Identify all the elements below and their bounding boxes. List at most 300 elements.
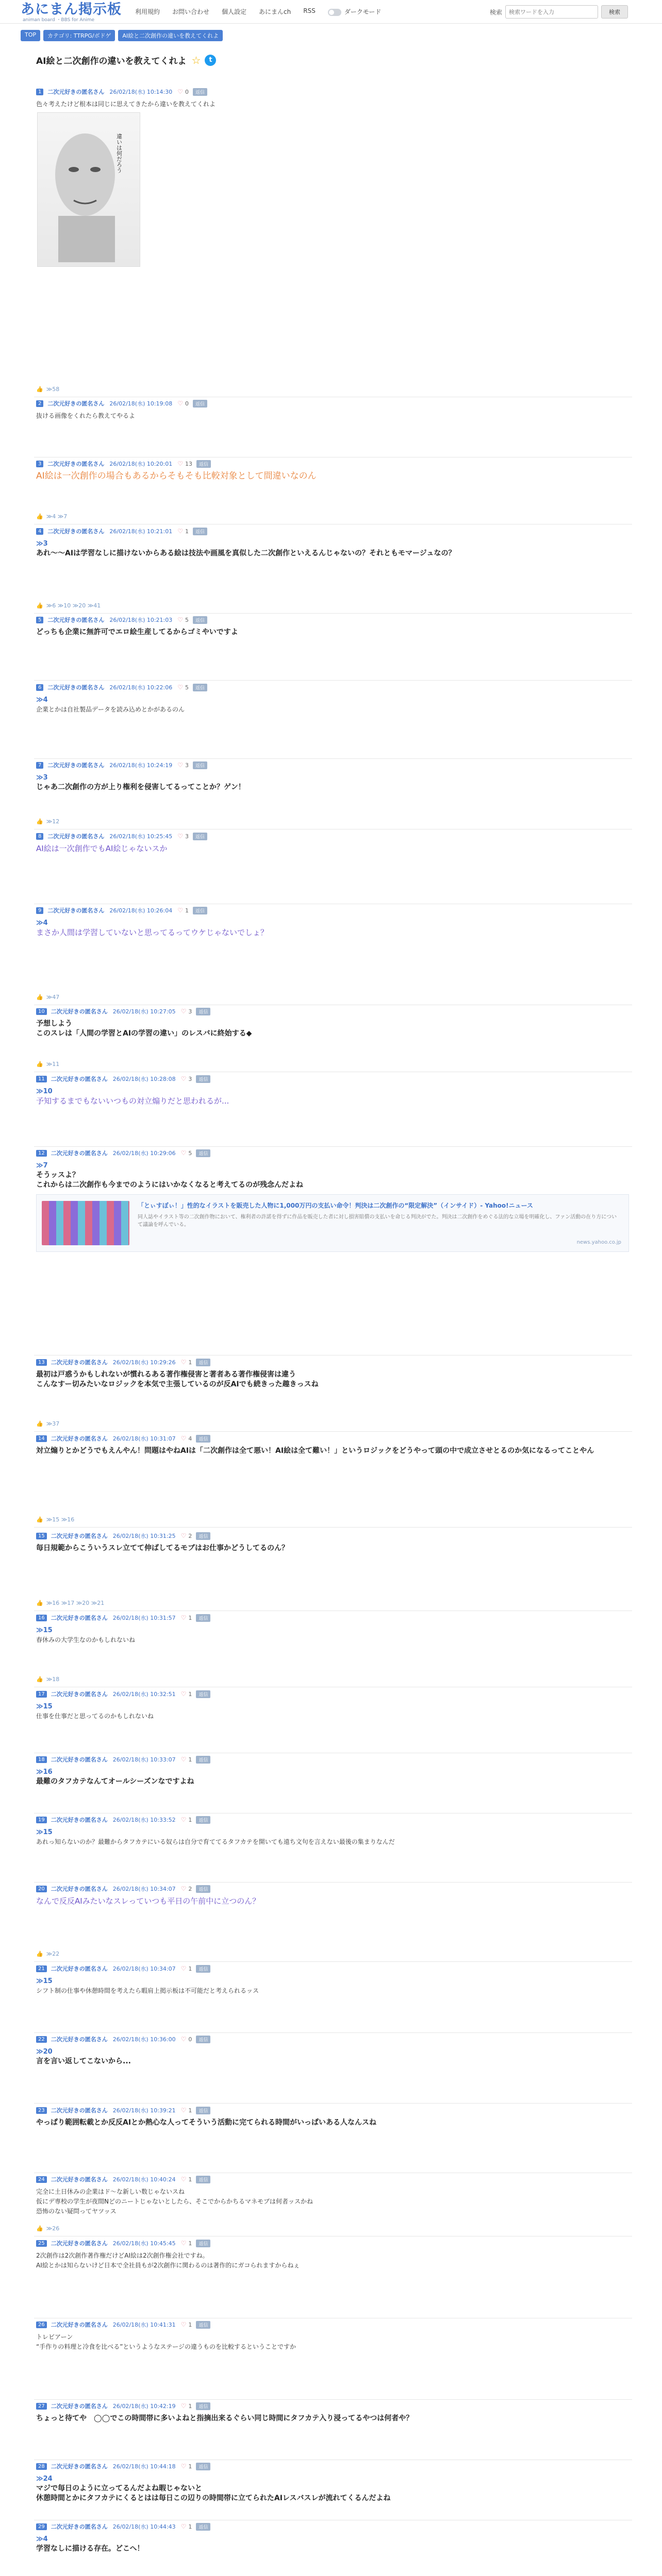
post-text: まさか人間は学習していないと思ってるってウケじゃないでしょ？ (36, 928, 269, 937)
reply-links[interactable]: ≫58 (46, 386, 60, 393)
post-body (34, 1158, 632, 1252)
heart-icon[interactable]: ♡ (180, 2321, 187, 2328)
thumbs-up-icon[interactable]: 👍 (36, 2225, 43, 2232)
reply-anchor-link[interactable]: ≫10 (36, 1088, 53, 1095)
reply-button[interactable]: 返信 (196, 1532, 210, 1540)
post-body (34, 1540, 632, 1553)
reply-button[interactable]: 返信 (196, 1359, 210, 1366)
post-author: 二次元好きの匿名さん (51, 2523, 108, 2530)
like-count: 3 (188, 1075, 192, 1082)
post-number[interactable]: 17 (36, 1691, 47, 1698)
post-date: 26/02/18(水) 10:44:43 (112, 2523, 176, 2530)
reply-button[interactable]: 返信 (196, 1816, 210, 1824)
post-number[interactable]: 8 (36, 833, 43, 840)
post-date: 26/02/18(水) 10:45:45 (112, 2240, 176, 2247)
post-header (34, 2239, 632, 2248)
post-text: 仮にデ専校の学生が夜間Nどのニートじゃないとしたら、そこでからかちるマネモブは何者ッスかね (36, 2198, 313, 2205)
post-body (34, 1367, 632, 1389)
post-text: そうッスよ？ (36, 1171, 79, 1179)
post-number[interactable]: 12 (36, 1150, 47, 1157)
post-item (34, 459, 632, 524)
reply-button[interactable]: 返信 (196, 2107, 210, 2114)
post-number[interactable]: 14 (36, 1435, 47, 1442)
thumbs-up-icon[interactable]: 👍 (36, 1061, 43, 1067)
heart-icon[interactable]: ♡ (177, 833, 184, 840)
post-item (34, 1689, 632, 1753)
reply-anchor-link[interactable]: ≫16 (36, 1768, 53, 1776)
thumbs-up-icon[interactable]: 👍 (36, 1420, 43, 1427)
post-text: やっぱり範囲転載とか反反AIとか熱心な人ってそういう活動に完てられる時間がいっぱいある人なんスね (36, 2119, 377, 2127)
heart-icon[interactable]: ♡ (177, 907, 184, 914)
post-author: 二次元好きの匿名さん (51, 1076, 108, 1082)
post-text: このスレは「人間の学習とAIの学習の違い」のレスバに終始する◆ (36, 1029, 252, 1038)
post-date: 26/02/18(水) 10:34:07 (112, 1965, 176, 1972)
reply-links[interactable]: ≫37 (46, 1420, 60, 1427)
like-count: 1 (188, 2107, 192, 2114)
post-text: シフト制の仕事や休憩時間を考えたら暇肩上掲示板は不可能だと考えられるッス (36, 1987, 259, 1994)
breadcrumb (21, 30, 223, 41)
search-button[interactable]: 検索 (601, 5, 628, 19)
reply-anchor-link[interactable]: ≫24 (36, 2475, 53, 2483)
twitter-share-icon[interactable]: t (205, 55, 216, 66)
reply-button[interactable]: 返信 (196, 1149, 210, 1157)
reply-button[interactable]: 返信 (196, 1075, 210, 1083)
post-text: 休憩時間とかにタフカテにくるとはは毎日この辺りの時間帯に立てられたAIレスバスレが流れてくるんだよね (36, 2494, 391, 2502)
post-body (34, 1893, 632, 1906)
like-count: 1 (188, 2402, 192, 2410)
nav-terms[interactable]: 利用規約 (135, 8, 160, 15)
heart-icon[interactable]: ♡ (180, 2402, 187, 2410)
like-count: 1 (188, 2176, 192, 2183)
reply-button[interactable]: 返信 (193, 684, 207, 691)
thumbs-up-icon[interactable]: 👍 (36, 513, 43, 520)
reply-button[interactable]: 返信 (196, 2176, 210, 2183)
post-number[interactable]: 5 (36, 617, 43, 623)
post-number[interactable]: 9 (36, 907, 43, 914)
post-body (34, 1764, 632, 1787)
post-replies (36, 818, 59, 825)
post-replies (36, 1600, 104, 1606)
reply-links[interactable]: ≫47 (46, 994, 60, 1001)
post-date: 26/02/18(水) 10:22:06 (109, 684, 173, 691)
reply-anchor-link[interactable]: ≫4 (36, 2535, 48, 2543)
post-number[interactable]: 29 (36, 2523, 47, 2530)
heart-icon[interactable]: ♡ (180, 1008, 187, 1015)
dark-mode-label: ダークモード (344, 8, 382, 15)
thumbs-up-icon[interactable]: 👍 (36, 1676, 43, 1683)
like-count: 1 (188, 1965, 192, 1972)
post-number[interactable]: 20 (36, 1886, 47, 1892)
reply-button[interactable]: 返信 (193, 833, 207, 840)
post-replies (36, 2225, 59, 2232)
post-author: 二次元好きの匿名さん (47, 762, 105, 769)
post-header (34, 1358, 632, 1367)
post-header (34, 2106, 632, 2115)
post-number[interactable]: 19 (36, 1817, 47, 1823)
reply-button[interactable]: 返信 (196, 460, 211, 468)
post-header (34, 2320, 632, 2329)
post-text: 色々考えたけど根本は同じに思えてきたから違いを教えてくれよ (36, 100, 216, 108)
post-date: 26/02/18(水) 10:40:24 (112, 2176, 176, 2183)
heart-icon[interactable]: ♡ (180, 1614, 187, 1621)
post-number[interactable]: 16 (36, 1615, 47, 1621)
like-count: 4 (188, 1435, 192, 1442)
post-text: “手作りの料理と冷食を比べる”というようなステージの違うものを比較するということですか (36, 2343, 296, 2350)
reply-anchor-link[interactable]: ≫7 (36, 1162, 48, 1170)
thumbs-up-icon[interactable]: 👍 (36, 818, 43, 825)
reply-anchor-link[interactable]: ≫15 (36, 1828, 53, 1836)
post-replies (36, 386, 59, 393)
reply-button[interactable]: 返信 (193, 761, 207, 769)
post-text: 学習なしに描ける存在。どこへ！ (36, 2545, 144, 2553)
heart-icon[interactable]: ♡ (180, 1965, 187, 1972)
post-header (34, 399, 632, 408)
post-header (34, 1148, 632, 1158)
post-header (34, 1613, 632, 1622)
post-body (34, 1824, 632, 1847)
post-item (34, 2175, 632, 2236)
nav-contact[interactable]: お問い合わせ (172, 8, 210, 15)
heart-icon[interactable]: ♡ (180, 1690, 187, 1698)
reply-button[interactable]: 返信 (196, 2321, 210, 2329)
post-number[interactable]: 25 (36, 2240, 47, 2247)
post-replies (36, 1420, 59, 1427)
like-count: 1 (188, 2240, 192, 2247)
post-item (34, 906, 632, 1005)
reply-button[interactable]: 返信 (196, 1885, 210, 1893)
heart-icon[interactable]: ♡ (177, 88, 184, 95)
post-body (34, 536, 632, 558)
post-header (34, 906, 632, 915)
heart-icon[interactable]: ♡ (177, 400, 184, 407)
reply-anchor-link[interactable]: ≫15 (36, 1626, 53, 1634)
heart-icon[interactable]: ♡ (177, 761, 184, 769)
post-text: 恐怖のない疑問ってヤツッス (36, 2208, 117, 2215)
reply-button[interactable]: 返信 (196, 1690, 210, 1698)
post-item (34, 1358, 632, 1432)
post-author: 二次元好きの匿名さん (51, 2321, 108, 2328)
thread-title-row (36, 54, 216, 66)
heart-icon[interactable]: ♡ (180, 1532, 187, 1539)
heart-icon[interactable]: ♡ (180, 1756, 187, 1763)
reply-button[interactable]: 返信 (196, 2240, 210, 2247)
heart-icon[interactable]: ♡ (180, 2036, 187, 2043)
favorite-star-icon[interactable]: ☆ (191, 54, 201, 66)
post-author: 二次元好きの匿名さん (47, 461, 105, 467)
post-body (34, 2411, 632, 2424)
heart-icon[interactable]: ♡ (177, 684, 184, 691)
post-author: 二次元好きの匿名さん (51, 2176, 108, 2183)
thumbs-up-icon[interactable]: 👍 (36, 1516, 43, 1523)
post-item (34, 2522, 632, 2576)
post-item (34, 527, 632, 614)
post-author: 二次元好きの匿名さん (51, 1817, 108, 1823)
link-description: 同人誌やイラスト等の二次創作物において、権利者の許諾を得ずに作品を販売した者に対し損害賠償の支払いを命じる判決がでた。判決は二次創作をめぐる法的な立場を明確化し、ファン活動の在り方について議論を呼んでいる。 (138, 1214, 617, 1228)
link-preview-card[interactable] (36, 1194, 629, 1252)
reply-button[interactable]: 返信 (196, 1008, 210, 1015)
post-date: 26/02/18(水) 10:14:30 (109, 89, 173, 95)
like-count: 3 (185, 833, 189, 840)
heart-icon[interactable]: ♡ (180, 1149, 187, 1157)
post-text: 予想しよう (36, 1020, 72, 1028)
reply-links[interactable]: ≫15 ≫16 (46, 1516, 75, 1523)
post-author: 二次元好きの匿名さん (51, 2036, 108, 2043)
post-number[interactable]: 7 (36, 762, 43, 769)
post-author: 二次元好きの匿名さん (47, 400, 105, 407)
post-item (34, 1074, 632, 1147)
post-number[interactable]: 1 (36, 89, 43, 95)
like-count: 1 (185, 528, 189, 535)
post-date: 26/02/18(水) 10:31:25 (112, 1533, 176, 1539)
post-date: 26/02/18(水) 10:33:07 (112, 1756, 176, 1763)
heart-icon[interactable]: ♡ (180, 2523, 187, 2530)
post-header (34, 527, 632, 536)
nav-animanch[interactable]: あにまんch (259, 8, 291, 15)
heart-icon[interactable]: ♡ (180, 2107, 187, 2114)
post-author: 二次元好きの匿名さん (51, 2463, 108, 2470)
post-text: こんなすー切みたいなロジックを本気で主張しているのが反AIでも続きった趣きっスね (36, 1380, 319, 1388)
reply-links[interactable]: ≫4 ≫7 (46, 513, 68, 520)
reply-button[interactable]: 返信 (193, 616, 207, 624)
reply-button[interactable]: 返信 (196, 2523, 210, 2531)
post-text: 完全に土日休みの企業はド〜な新しい数じゃないスね (36, 2188, 185, 2195)
reply-button[interactable]: 返信 (196, 2463, 210, 2470)
post-item (34, 832, 632, 904)
svg-text:違いは何だろう: 違いは何だろう (115, 133, 123, 173)
reply-button[interactable]: 返信 (196, 1435, 210, 1443)
heart-icon[interactable]: ♡ (177, 460, 184, 467)
post-replies (36, 1061, 59, 1067)
post-number[interactable]: 3 (36, 461, 43, 467)
post-header (34, 2175, 632, 2184)
post-text: じゃあ二次創作の方が上り権利を侵害してるってことか？ゲン！ (36, 783, 245, 791)
post-number[interactable]: 13 (36, 1359, 47, 1366)
post-author: 二次元好きの匿名さん (51, 2107, 108, 2114)
reply-button[interactable]: 返信 (196, 1614, 210, 1622)
post-body (34, 2531, 632, 2554)
post-item (34, 1613, 632, 1687)
post-date: 26/02/18(水) 10:42:19 (112, 2403, 176, 2410)
post-body (34, 468, 632, 481)
post-number[interactable]: 27 (36, 2403, 47, 2410)
post-text: AI絵は一次創作でもAI絵じゃないスか (36, 844, 168, 853)
reply-anchor-link[interactable]: ≫3 (36, 774, 48, 782)
thumbs-up-icon[interactable]: 👍 (36, 1951, 43, 1957)
post-author: 二次元好きの匿名さん (51, 2240, 108, 2247)
like-count: 5 (188, 1149, 192, 1157)
thumbs-up-icon[interactable]: 👍 (36, 1600, 43, 1606)
post-date: 26/02/18(水) 10:19:08 (109, 400, 173, 407)
post-date: 26/02/18(水) 10:28:08 (112, 1076, 176, 1082)
heart-icon[interactable]: ♡ (180, 1359, 187, 1366)
post-date: 26/02/18(水) 10:26:04 (109, 907, 173, 914)
post-author: 二次元好きの匿名さん (51, 1615, 108, 1621)
post-header (34, 1884, 632, 1893)
post-text: どっちも企業に無許可でエロ絵生産してるからゴミやいですよ (36, 628, 238, 636)
thumbs-up-icon[interactable]: 👍 (36, 994, 43, 1001)
post-author: 二次元好きの匿名さん (51, 1756, 108, 1763)
like-count: 5 (185, 684, 189, 691)
post-text: 仕事を仕事だと思ってるのかもしれないね (36, 1713, 154, 1720)
like-count: 1 (188, 2463, 192, 2470)
post-author: 二次元好きの匿名さん (51, 2403, 108, 2410)
reply-button[interactable]: 返信 (196, 2036, 210, 2043)
reply-button[interactable]: 返信 (193, 400, 207, 408)
post-number[interactable]: 11 (36, 1076, 47, 1082)
like-count: 0 (188, 2036, 192, 2043)
post-number[interactable]: 10 (36, 1008, 47, 1015)
post-replies (36, 602, 101, 609)
reply-links[interactable]: ≫22 (46, 1951, 60, 1957)
reply-anchor-link[interactable]: ≫4 (36, 696, 48, 704)
post-item (34, 1884, 632, 1962)
reply-links[interactable]: ≫26 (46, 2225, 60, 2232)
post-item (34, 1007, 632, 1072)
post-header (34, 2462, 632, 2471)
reply-anchor-link[interactable]: ≫4 (36, 919, 48, 927)
post-number[interactable]: 4 (36, 528, 43, 535)
post-author: 二次元好きの匿名さん (47, 528, 105, 535)
post-date: 26/02/18(水) 10:32:51 (112, 1691, 176, 1698)
like-count: 2 (188, 1885, 192, 1892)
heart-icon[interactable]: ♡ (180, 1885, 187, 1892)
nav-rss[interactable]: RSS (303, 7, 316, 14)
post-number[interactable]: 22 (36, 2036, 47, 2043)
reply-links[interactable]: ≫6 ≫10 ≫20 ≫41 (46, 602, 101, 609)
post-author: 二次元好きの匿名さん (51, 1150, 108, 1157)
page-title: AI絵と二次創作の違いを教えてくれよ (36, 56, 187, 66)
like-count: 2 (188, 1532, 192, 1539)
post-number[interactable]: 26 (36, 2321, 47, 2328)
post-body (34, 624, 632, 637)
post-header (34, 832, 632, 841)
thumbs-up-icon[interactable]: 👍 (36, 386, 43, 393)
heart-icon[interactable]: ♡ (180, 1435, 187, 1442)
post-author: 二次元好きの匿名さん (47, 833, 105, 840)
nav-settings[interactable]: 個人設定 (222, 8, 247, 15)
post-body (34, 1016, 632, 1039)
post-item (34, 760, 632, 829)
post-number[interactable]: 18 (36, 1756, 47, 1763)
post-date: 26/02/18(水) 10:21:01 (109, 528, 173, 535)
breadcrumb-thread[interactable]: AI絵と二次創作の違いを教えてくれよ (118, 30, 223, 41)
search-input[interactable] (505, 5, 598, 19)
heart-icon[interactable]: ♡ (177, 528, 184, 535)
heart-icon[interactable]: ♡ (180, 1075, 187, 1082)
post-text: AI絵とかは知らないけど日本で全社員もが2次創作に関わるのは著作的にガコられますからねぇ (36, 2262, 300, 2269)
post-text: 2次創作は2次創作著作権だけどAI絵は2次創作権会社ですね。 (36, 2252, 209, 2259)
post-author: 二次元好きの匿名さん (51, 1886, 108, 1892)
reply-links[interactable]: ≫18 (46, 1676, 60, 1683)
post-date: 26/02/18(水) 10:20:01 (109, 461, 173, 467)
post-header (34, 1815, 632, 1824)
heart-icon[interactable]: ♡ (180, 2240, 187, 2247)
post-date: 26/02/18(水) 10:41:31 (112, 2321, 176, 2328)
post-header (34, 2035, 632, 2044)
post-text: これからは二次創作も今までのようにはいかなくなると考えてるのが残念んだよね (36, 1181, 303, 1189)
reply-anchor-link[interactable]: ≫15 (36, 1977, 53, 1985)
post-number[interactable]: 24 (36, 2176, 47, 2183)
reply-button[interactable]: 返信 (193, 907, 207, 914)
reply-anchor-link[interactable]: ≫15 (36, 1703, 53, 1710)
reply-anchor-link[interactable]: ≫20 (36, 2048, 53, 2056)
post-header (34, 2522, 632, 2531)
search-label: 検索 (490, 8, 503, 16)
post-image[interactable] (37, 112, 140, 267)
post-number[interactable]: 21 (36, 1965, 47, 1972)
post-number[interactable]: 23 (36, 2107, 47, 2114)
post-author: 二次元好きの匿名さん (47, 684, 105, 691)
thumbs-up-icon[interactable]: 👍 (36, 602, 43, 609)
post-item (34, 1148, 632, 1355)
reply-button[interactable]: 返信 (193, 528, 207, 535)
post-item (34, 615, 632, 681)
reply-button[interactable]: 返信 (196, 1965, 210, 1973)
reply-links[interactable]: ≫16 ≫17 ≫20 ≫21 (46, 1600, 105, 1606)
post-body (34, 692, 632, 715)
post-body (34, 770, 632, 792)
post-body (34, 408, 632, 421)
post-body (34, 1699, 632, 1721)
reply-links[interactable]: ≫11 (46, 1061, 60, 1067)
like-count: 5 (185, 616, 189, 623)
post-header (34, 1531, 632, 1540)
like-count: 13 (185, 460, 193, 467)
post-header (34, 1964, 632, 1973)
post-header (34, 760, 632, 770)
breadcrumb-top[interactable]: TOP (21, 30, 40, 41)
heart-icon[interactable]: ♡ (180, 1816, 187, 1823)
heart-icon[interactable]: ♡ (180, 2463, 187, 2470)
post-item (34, 683, 632, 759)
reply-anchor-link[interactable]: ≫3 (36, 540, 48, 548)
link-title: 「とぃすぼぃ！」性的なイラストを販売した人物に1,000万円の支払い命令！判決は二次創作の“限定解決”（インサイド）- Yahoo!ニュース (138, 1202, 534, 1209)
post-header (34, 459, 632, 468)
post-header (34, 683, 632, 692)
post-item (34, 2462, 632, 2520)
post-text: 言を言い返してこないから... (36, 2057, 131, 2065)
reply-button[interactable]: 返信 (196, 1756, 210, 1764)
post-item (34, 2401, 632, 2460)
post-date: 26/02/18(水) 10:21:03 (109, 617, 173, 623)
heart-icon[interactable]: ♡ (177, 616, 184, 623)
site-logo[interactable] (21, 2, 122, 23)
post-text: 抜ける画像をくれたら教えてやるよ (36, 412, 136, 419)
post-number[interactable]: 28 (36, 2463, 47, 2470)
post-item (34, 1434, 632, 1528)
post-date: 26/02/18(水) 10:31:57 (112, 1615, 176, 1621)
post-number[interactable]: 2 (36, 400, 43, 407)
post-date: 26/02/18(水) 10:29:06 (112, 1150, 176, 1157)
post-item (34, 1964, 632, 2033)
heart-icon[interactable]: ♡ (180, 2176, 187, 2183)
post-header (34, 615, 632, 624)
dark-mode-toggle[interactable] (328, 7, 382, 16)
reply-links[interactable]: ≫12 (46, 818, 60, 825)
reply-button[interactable]: 返信 (196, 2402, 210, 2410)
reply-button[interactable]: 返信 (193, 88, 207, 96)
site-header (0, 0, 662, 24)
post-number[interactable]: 6 (36, 684, 43, 691)
like-count: 1 (188, 2321, 192, 2328)
post-number[interactable]: 15 (36, 1533, 47, 1539)
post-header (34, 1434, 632, 1443)
link-site: news.yahoo.co.jp (576, 1240, 621, 1245)
post-item (34, 2106, 632, 2173)
like-count: 0 (185, 88, 189, 95)
breadcrumb-category[interactable]: カテゴリ: TTRPG/ボドゲ (43, 30, 115, 41)
post-author: 二次元好きの匿名さん (51, 1435, 108, 1442)
